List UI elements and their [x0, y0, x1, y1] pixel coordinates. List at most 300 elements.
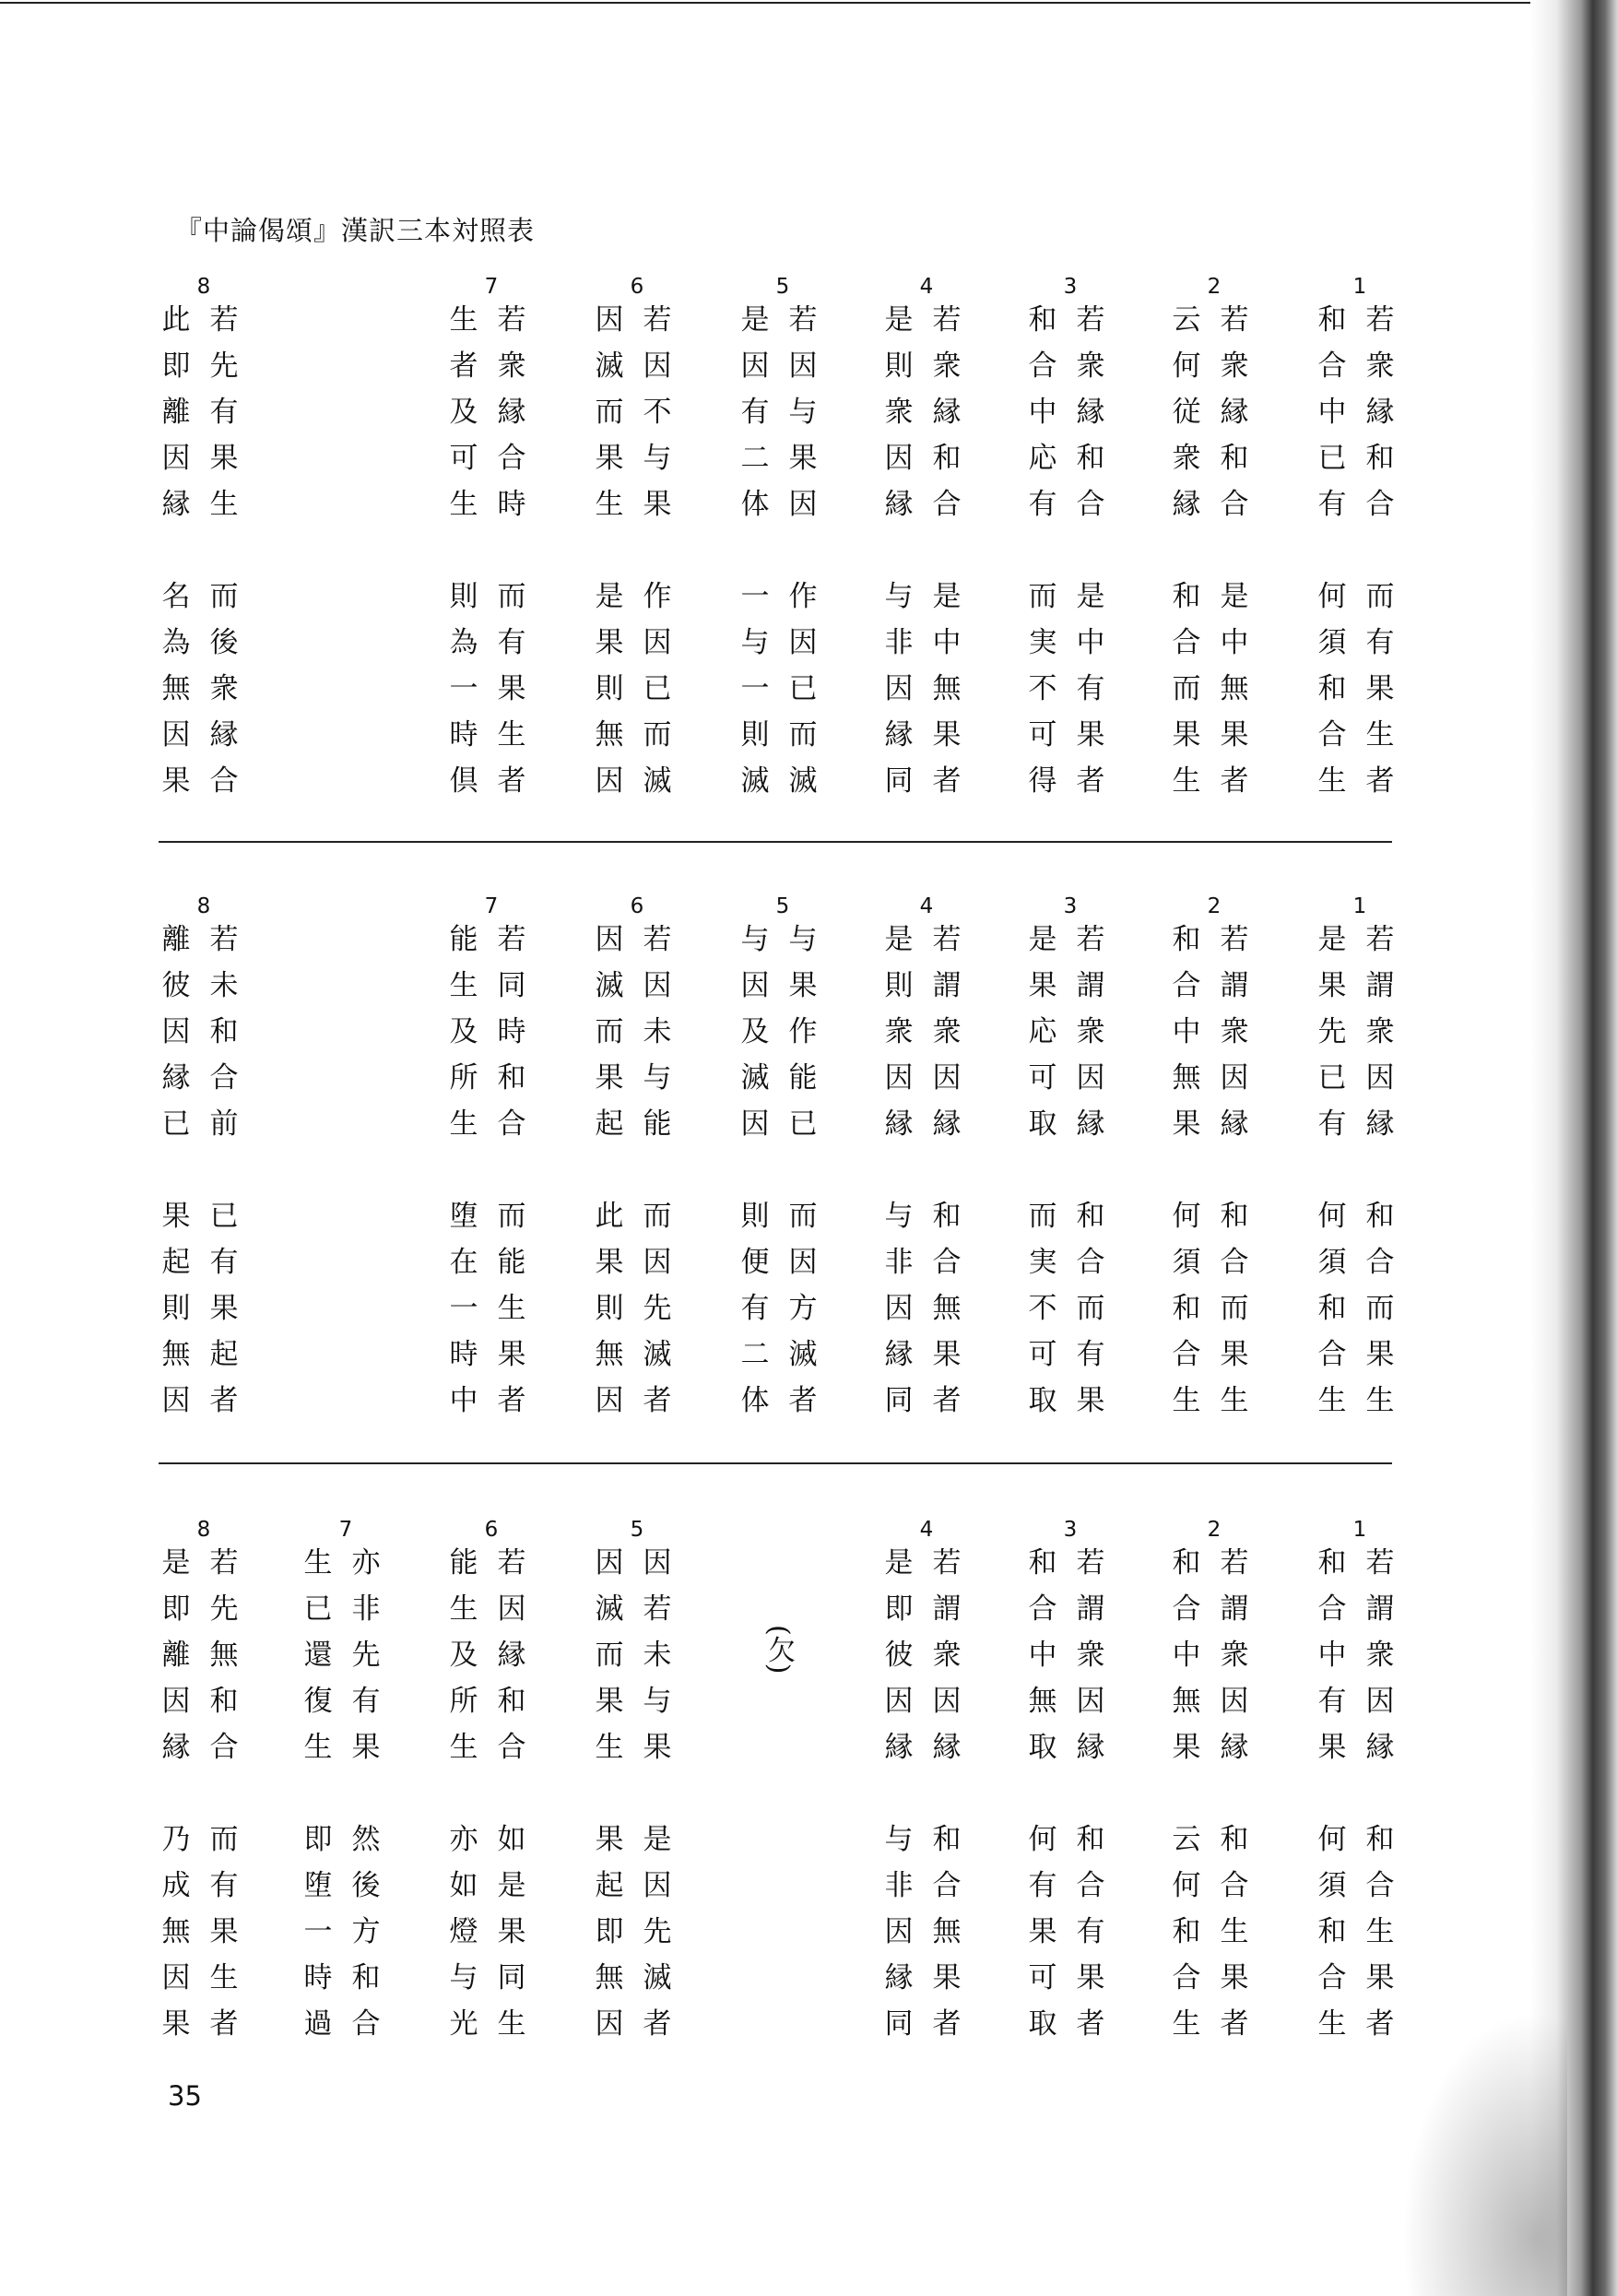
- verse-character: 和: [1220, 1823, 1249, 1856]
- verse-character: 生: [1172, 1384, 1201, 1417]
- verse-character: 名: [161, 580, 191, 613]
- verse-character: 因: [1076, 1685, 1105, 1718]
- verse-character: 離: [161, 923, 191, 956]
- verse-character: 未: [209, 969, 239, 1002]
- verse-character: 衆: [209, 672, 239, 705]
- verse-character: 因: [643, 1869, 672, 1902]
- verse-character: 者: [788, 1384, 818, 1417]
- verse-character: 云: [1172, 303, 1201, 337]
- verse-character: 合: [497, 442, 526, 475]
- verse-character: 与: [788, 923, 818, 956]
- verse-character: 合: [932, 1246, 962, 1279]
- verse-character: 已: [788, 1107, 818, 1141]
- verse-character: 果: [1028, 1915, 1057, 1948]
- verse-character: 果: [1172, 1731, 1201, 1764]
- verse-character: 和: [1076, 1200, 1105, 1233]
- verse-character: 衆: [1220, 1015, 1249, 1048]
- verse-character: 無: [1220, 672, 1249, 705]
- verse-character: 果: [1365, 1961, 1395, 1994]
- verse-character: 合: [1076, 1869, 1105, 1902]
- verse-character: 是: [1220, 580, 1249, 613]
- verse-character: 有: [1317, 1107, 1347, 1141]
- verse-character: 因: [740, 969, 770, 1002]
- verse-character: 同: [497, 1961, 526, 1994]
- verse-character: 是: [161, 1546, 191, 1580]
- verse-character: 謂: [1220, 969, 1249, 1002]
- verse-character: 縁: [1220, 1731, 1249, 1764]
- verse-character: 已: [643, 672, 672, 705]
- verse-character: 能: [788, 1061, 818, 1095]
- verse-character: 生: [209, 1961, 239, 1994]
- verse-character: 果: [595, 626, 624, 659]
- verse-character: 而: [1172, 672, 1201, 705]
- verse-character: 無: [161, 1915, 191, 1948]
- verse-character: 二: [740, 442, 770, 475]
- verse-character: 是: [884, 303, 914, 337]
- verse-character: 有: [740, 396, 770, 429]
- verse-character: 和: [1317, 672, 1347, 705]
- verse-number: 6: [484, 1518, 499, 1542]
- verse-character: 云: [1172, 1823, 1201, 1856]
- verse-character: 果: [643, 1731, 672, 1764]
- verse-character: 因: [595, 1384, 624, 1417]
- verse-character: 衆: [497, 349, 526, 383]
- verse-number: 2: [1207, 1518, 1222, 1542]
- verse-character: 有: [1028, 488, 1057, 521]
- verse-character: 生: [449, 1592, 478, 1626]
- verse-character: 若: [932, 923, 962, 956]
- verse-character: 生: [449, 1107, 478, 1141]
- verse-character: 果: [209, 442, 239, 475]
- verse-number: 8: [196, 1518, 211, 1542]
- verse-character: 体: [740, 488, 770, 521]
- verse-character: 而: [595, 1015, 624, 1048]
- verse-character: 生: [497, 718, 526, 752]
- verse-character: 縁: [1220, 396, 1249, 429]
- verse-character: 因: [643, 969, 672, 1002]
- verse-character: 衆: [1365, 349, 1395, 383]
- verse-character: 即: [161, 1592, 191, 1626]
- verse-character: 彼: [161, 969, 191, 1002]
- verse-character: 合: [1172, 969, 1201, 1002]
- verse-character: 果: [161, 1200, 191, 1233]
- verse-character: 作: [788, 1015, 818, 1048]
- verse-character: 時: [449, 718, 478, 752]
- verse-character: 和: [932, 1823, 962, 1856]
- verse-character: 此: [161, 303, 191, 337]
- verse-character: 能: [449, 1546, 478, 1580]
- verse-number: 1: [1352, 894, 1367, 918]
- verse-character: 是: [1317, 923, 1347, 956]
- verse-character: 因: [1365, 1685, 1395, 1718]
- verse-character: 而: [788, 718, 818, 752]
- verse-character: 先: [209, 349, 239, 383]
- verse-character: 生: [449, 969, 478, 1002]
- verse-character: 有: [209, 396, 239, 429]
- verse-number: 4: [919, 275, 934, 299]
- verse-character: 先: [209, 1592, 239, 1626]
- verse-character: 与: [643, 1685, 672, 1718]
- page-title: 『中論偈頌』漢訳三本対照表: [175, 215, 536, 246]
- verse-character: 合: [1220, 1869, 1249, 1902]
- verse-character: 而: [643, 1200, 672, 1233]
- verse-character: 而: [1220, 1292, 1249, 1325]
- verse-character: 和: [932, 1200, 962, 1233]
- verse-character: 若: [1220, 1546, 1249, 1580]
- verse-character: 謂: [1076, 1592, 1105, 1626]
- verse-character: 因: [740, 1107, 770, 1141]
- verse-character: 中: [1028, 1639, 1057, 1672]
- verse-character: 先: [643, 1915, 672, 1948]
- verse-character: 及: [449, 1639, 478, 1672]
- verse-character: 因: [932, 1061, 962, 1095]
- scan-noise: [1401, 2010, 1567, 2296]
- verse-character: 和: [209, 1685, 239, 1718]
- verse-character: 無: [932, 1915, 962, 1948]
- verse-character: 因: [884, 442, 914, 475]
- verse-character: 衆: [1076, 1639, 1105, 1672]
- verse-character: 合: [1365, 1246, 1395, 1279]
- verse-character: 彼: [884, 1639, 914, 1672]
- verse-character: 還: [303, 1639, 333, 1672]
- verse-character: 起: [595, 1107, 624, 1141]
- verse-number: 8: [196, 894, 211, 918]
- verse-character: 縁: [932, 1107, 962, 1141]
- verse-character: 和: [1028, 303, 1057, 337]
- verse-character: 縁: [1220, 1107, 1249, 1141]
- verse-character: 生: [595, 488, 624, 521]
- verse-character: 者: [643, 2007, 672, 2041]
- verse-character: 無: [932, 1292, 962, 1325]
- verse-character: 非: [884, 1869, 914, 1902]
- verse-number: 6: [630, 275, 644, 299]
- verse-character: 若: [209, 303, 239, 337]
- page-number: 35: [168, 2080, 202, 2112]
- verse-character: 起: [595, 1869, 624, 1902]
- verse-character: 無: [1172, 1685, 1201, 1718]
- verse-character: 有: [351, 1685, 381, 1718]
- verse-character: 中: [1220, 626, 1249, 659]
- verse-character: 離: [161, 1639, 191, 1672]
- verse-character: 与: [449, 1961, 478, 1994]
- verse-character: 已: [788, 672, 818, 705]
- verse-character: 有: [209, 1246, 239, 1279]
- verse-character: 和: [1220, 1200, 1249, 1233]
- verse-character: 而: [643, 718, 672, 752]
- verse-character: 有: [1076, 1915, 1105, 1948]
- verse-character: 果: [1076, 718, 1105, 752]
- verse-character: 縁: [1076, 1731, 1105, 1764]
- verse-character: 無: [595, 718, 624, 752]
- verse-character: 因: [884, 672, 914, 705]
- verse-character: 生: [303, 1546, 333, 1580]
- verse-character: 若: [497, 923, 526, 956]
- verse-character: 而: [209, 580, 239, 613]
- verse-character: 何: [1172, 349, 1201, 383]
- verse-character: 中: [1317, 1639, 1347, 1672]
- verse-character: 無: [595, 1961, 624, 1994]
- verse-character: 無: [595, 1338, 624, 1371]
- verse-character: 後: [351, 1869, 381, 1902]
- verse-character: 二: [740, 1338, 770, 1371]
- verse-character: 和: [1172, 580, 1201, 613]
- verse-character: 与: [884, 1823, 914, 1856]
- verse-character: 中: [1028, 396, 1057, 429]
- verse-character: 若: [643, 303, 672, 337]
- verse-character: 与: [643, 1061, 672, 1095]
- verse-character: 果: [1172, 718, 1201, 752]
- verse-character: 中: [1076, 626, 1105, 659]
- verse-character: 和: [1172, 1292, 1201, 1325]
- verse-character: 則: [161, 1292, 191, 1325]
- verse-character: 応: [1028, 1015, 1057, 1048]
- verse-character: 及: [449, 1015, 478, 1048]
- verse-character: 合: [1317, 1338, 1347, 1371]
- verse-character: 亦: [449, 1823, 478, 1856]
- verse-character: 未: [643, 1639, 672, 1672]
- verse-character: 合: [932, 1869, 962, 1902]
- verse-character: 已: [1317, 442, 1347, 475]
- verse-character: 縁: [1172, 488, 1201, 521]
- verse-character: 可: [1028, 1961, 1057, 1994]
- verse-character: 実: [1028, 626, 1057, 659]
- verse-character: 生: [497, 2007, 526, 2041]
- verse-character: 而: [595, 396, 624, 429]
- verse-character: 已: [303, 1592, 333, 1626]
- verse-character: 則: [449, 580, 478, 613]
- verse-character: 同: [884, 1384, 914, 1417]
- verse-character: 何: [1172, 1869, 1201, 1902]
- verse-character: 已: [161, 1107, 191, 1141]
- verse-character: 而: [497, 580, 526, 613]
- verse-character: 果: [1317, 1731, 1347, 1764]
- verse-character: 縁: [1365, 1731, 1395, 1764]
- verse-character: 果: [497, 672, 526, 705]
- verse-character: 若: [1076, 303, 1105, 337]
- verse-character: 滅: [643, 764, 672, 798]
- verse-character: 若: [643, 923, 672, 956]
- verse-character: 所: [449, 1061, 478, 1095]
- verse-character: 如: [449, 1869, 478, 1902]
- verse-character: 因: [595, 1546, 624, 1580]
- verse-character: 此: [595, 1200, 624, 1233]
- verse-character: 乃: [161, 1823, 191, 1856]
- verse-character: 光: [449, 2007, 478, 2041]
- verse-character: 何: [1172, 1200, 1201, 1233]
- verse-character: 者: [932, 1384, 962, 1417]
- verse-character: 因: [788, 349, 818, 383]
- verse-character: 果: [1172, 1107, 1201, 1141]
- verse-character: 則: [884, 969, 914, 1002]
- verse-character: 可: [1028, 1061, 1057, 1095]
- verse-character: 為: [161, 626, 191, 659]
- verse-character: 者: [497, 1384, 526, 1417]
- verse-character: 和: [1317, 1915, 1347, 1948]
- verse-character: 亦: [351, 1546, 381, 1580]
- verse-character: 生: [1317, 764, 1347, 798]
- verse-character: 者: [449, 349, 478, 383]
- verse-character: 因: [788, 1246, 818, 1279]
- verse-character: 者: [497, 764, 526, 798]
- verse-character: 縁: [161, 1731, 191, 1764]
- verse-character: 者: [1365, 2007, 1395, 2041]
- verse-character: 前: [209, 1107, 239, 1141]
- verse-character: 和: [1317, 303, 1347, 337]
- verse-character: 者: [932, 764, 962, 798]
- scan-binding-edge: [1530, 0, 1617, 2296]
- verse-character: 果: [932, 1961, 962, 1994]
- verse-character: 合: [1172, 626, 1201, 659]
- verse-character: 有: [1365, 626, 1395, 659]
- verse-character: 可: [1028, 1338, 1057, 1371]
- verse-character: 即: [161, 349, 191, 383]
- verse-character: 若: [1365, 923, 1395, 956]
- verse-character: 縁: [884, 718, 914, 752]
- verse-character: 体: [740, 1384, 770, 1417]
- verse-character: 有: [1076, 1338, 1105, 1371]
- verse-number: 3: [1063, 275, 1078, 299]
- verse-character: 若: [209, 1546, 239, 1580]
- verse-character: 所: [449, 1685, 478, 1718]
- verse-character: 能: [643, 1107, 672, 1141]
- verse-character: 因: [884, 1915, 914, 1948]
- verse-character: 因: [1076, 1061, 1105, 1095]
- verse-character: 然: [351, 1823, 381, 1856]
- verse-character: 為: [449, 626, 478, 659]
- verse-character: 生: [1220, 1384, 1249, 1417]
- verse-character: 因: [161, 442, 191, 475]
- verse-character: 合: [497, 1107, 526, 1141]
- verse-character: 果: [1220, 1961, 1249, 1994]
- verse-character: 者: [1076, 764, 1105, 798]
- verse-character: 得: [1028, 764, 1057, 798]
- verse-character: 可: [449, 442, 478, 475]
- verse-character: 則: [740, 718, 770, 752]
- verse-character: 生: [1365, 718, 1395, 752]
- verse-character: 合: [1317, 1961, 1347, 1994]
- verse-character: 生: [595, 1731, 624, 1764]
- verse-character: 不: [1028, 672, 1057, 705]
- verse-character: 者: [1220, 764, 1249, 798]
- verse-character: 縁: [209, 718, 239, 752]
- verse-character: 非: [884, 1246, 914, 1279]
- verse-character: 而: [788, 1200, 818, 1233]
- verse-character: 者: [643, 1384, 672, 1417]
- verse-character: 中: [449, 1384, 478, 1417]
- verse-character: 而: [1028, 580, 1057, 613]
- verse-character: 合: [1028, 349, 1057, 383]
- verse-character: 果: [1076, 1961, 1105, 1994]
- verse-character: 合: [1172, 1338, 1201, 1371]
- verse-character: 滅: [595, 349, 624, 383]
- verse-character: 縁: [497, 396, 526, 429]
- verse-character: 与: [788, 396, 818, 429]
- verse-character: 中: [932, 626, 962, 659]
- verse-character: 滅: [643, 1338, 672, 1371]
- verse-character: 一: [303, 1915, 333, 1948]
- verse-character: 果: [788, 442, 818, 475]
- verse-character: 有: [1317, 488, 1347, 521]
- verse-character: 在: [449, 1246, 478, 1279]
- verse-character: 無: [161, 672, 191, 705]
- verse-character: 和: [1220, 442, 1249, 475]
- verse-character: 有: [1076, 672, 1105, 705]
- verse-character: 縁: [884, 1961, 914, 1994]
- verse-character: 因: [1220, 1685, 1249, 1718]
- verse-character: 者: [1220, 2007, 1249, 2041]
- verse-character: 而: [497, 1200, 526, 1233]
- verse-character: 能: [497, 1246, 526, 1279]
- verse-character: 堕: [303, 1869, 333, 1902]
- verse-character: 滅: [788, 1338, 818, 1371]
- verse-character: 生: [1317, 1384, 1347, 1417]
- verse-character: 合: [351, 2007, 381, 2041]
- verse-character: 者: [209, 2007, 239, 2041]
- verse-character: 及: [449, 396, 478, 429]
- verse-character: 未: [643, 1015, 672, 1048]
- verse-character: 若: [1365, 1546, 1395, 1580]
- verse-character: 合: [1317, 349, 1347, 383]
- verse-character: 已: [209, 1200, 239, 1233]
- verse-character: 因: [740, 349, 770, 383]
- verse-character: 若: [788, 303, 818, 337]
- verse-character: 生: [449, 1731, 478, 1764]
- verse-character: 縁: [1076, 396, 1105, 429]
- verse-character: 因: [161, 1685, 191, 1718]
- verse-character: 即: [884, 1592, 914, 1626]
- verse-character: 衆: [1076, 1015, 1105, 1048]
- verse-character: 作: [643, 580, 672, 613]
- verse-character: 無: [932, 672, 962, 705]
- verse-number: 5: [775, 275, 790, 299]
- verse-character: 衆: [1365, 1015, 1395, 1048]
- verse-character: 時: [449, 1338, 478, 1371]
- verse-character: 先: [351, 1639, 381, 1672]
- verse-character: 離: [161, 396, 191, 429]
- verse-character: 縁: [1365, 396, 1395, 429]
- verse-character: 無: [1028, 1685, 1057, 1718]
- verse-character: 須: [1317, 1869, 1347, 1902]
- verse-character: 不: [1028, 1292, 1057, 1325]
- verse-character: 已: [1317, 1061, 1347, 1095]
- verse-character: 生: [1317, 2007, 1347, 2041]
- verse-character: 因: [595, 923, 624, 956]
- verse-character: 取: [1028, 1107, 1057, 1141]
- verse-character: 生: [497, 1292, 526, 1325]
- verse-character: 縁: [884, 1338, 914, 1371]
- verse-character: 後: [209, 626, 239, 659]
- verse-character: 先: [643, 1292, 672, 1325]
- verse-character: 和: [1028, 1546, 1057, 1580]
- verse-character: 和: [1172, 1546, 1201, 1580]
- verse-character: 因: [643, 626, 672, 659]
- verse-character: 復: [303, 1685, 333, 1718]
- verse-character: 果: [595, 1823, 624, 1856]
- verse-number: 7: [338, 1518, 353, 1542]
- verse-character: 若: [643, 1592, 672, 1626]
- verse-number: 1: [1352, 1518, 1367, 1542]
- verse-character: 合: [1028, 1592, 1057, 1626]
- verse-character: 即: [303, 1823, 333, 1856]
- verse-character: 縁: [1365, 1107, 1395, 1141]
- verse-character: 果: [595, 1061, 624, 1095]
- verse-character: 非: [351, 1592, 381, 1626]
- verse-character: 是: [884, 923, 914, 956]
- verse-character: 中: [1317, 396, 1347, 429]
- verse-character: 衆: [932, 1639, 962, 1672]
- verse-character: 過: [303, 2007, 333, 2041]
- verse-character: 和: [1172, 923, 1201, 956]
